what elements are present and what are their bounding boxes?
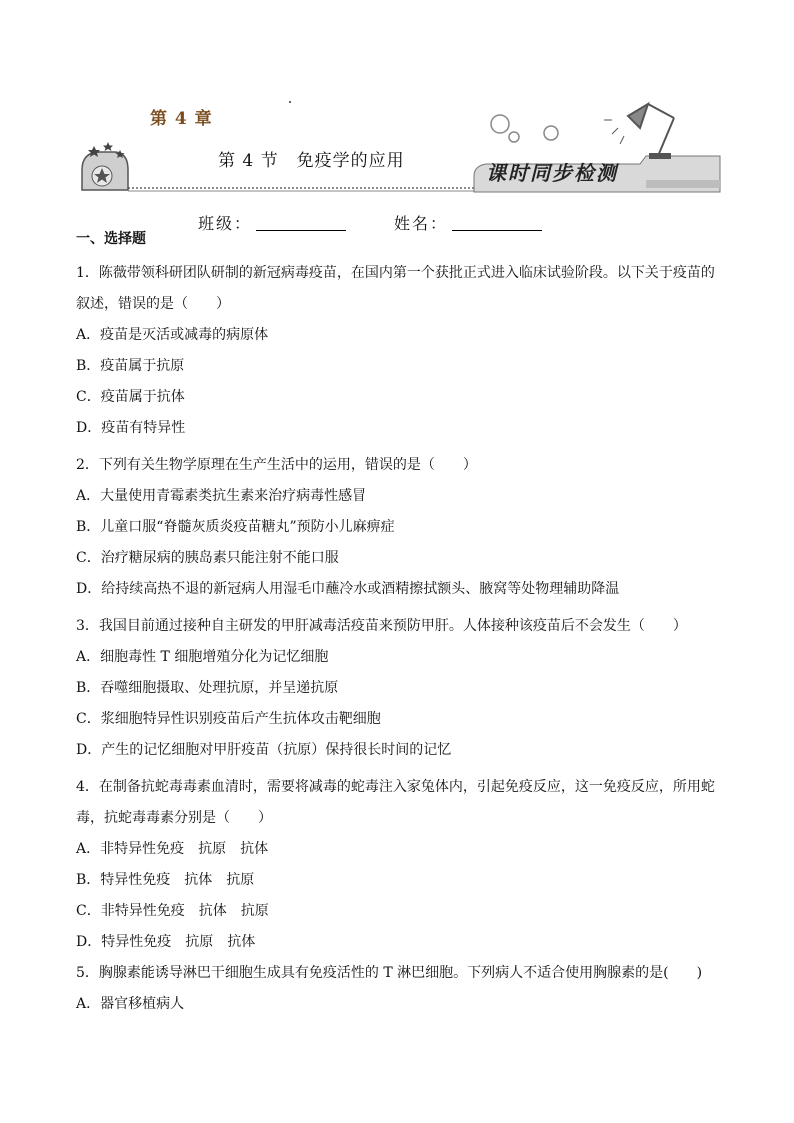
question-stem: 1．陈薇带领科研团队研制的新冠病毒疫苗，在国内第一个获批正式进入临床试验阶段。以下关于疫苗的叙述，错误的是（ ）: [76, 265, 715, 312]
option-b: B．吞噬细胞摄取、处理抗原，并呈递抗原: [76, 680, 339, 696]
name-label: 姓名：: [394, 214, 449, 233]
question-stem: 3．我国目前通过接种自主研发的甲肝减毒活疫苗来预防甲肝。人体接种该疫苗后不会发生（ ）: [76, 618, 687, 634]
option-b: B．儿童口服“脊髓灰质炎疫苗糖丸”预防小儿麻痹症: [76, 519, 395, 535]
class-label: 班级：: [198, 214, 253, 233]
option-d: D．给持续高热不退的新冠病人用湿毛巾蘸冷水或酒精擦拭额头、腋窝等处物理辅助降温: [76, 581, 620, 597]
banner-title: 课时同步检测: [486, 161, 618, 185]
option-c: C．非特异性免疫 抗体 抗原: [76, 903, 269, 919]
question-stem: 2．下列有关生物学原理在生产生活中的运用，错误的是（ ）: [76, 457, 477, 473]
option-d: D．特异性免疫 抗原 抗体: [76, 934, 256, 950]
page-header: [0, 0, 794, 205]
question-item: [76, 772, 724, 958]
option-a: A．疫苗是灭活或减毒的病原体: [76, 327, 269, 343]
name-field[interactable]: [452, 216, 542, 231]
class-field[interactable]: [256, 216, 346, 231]
lamp-icon: [604, 104, 674, 158]
question-stem: 5．胸腺素能诱导淋巴干细胞生成具有免疫活性的 T 淋巴细胞。下列病人不适合使用胸腺素的是( ): [76, 965, 703, 981]
student-info-line: [198, 211, 542, 234]
option-b: B．特异性免疫 抗体 抗原: [76, 872, 255, 888]
option-a: A．大量使用青霉素类抗生素来治疗病毒性感冒: [76, 488, 367, 504]
star-badge-icon: [82, 142, 128, 190]
question-item: [76, 958, 724, 1020]
option-a: A．非特异性免疫 抗原 抗体: [76, 841, 269, 857]
section-title: 第 4 节 免疫学的应用: [218, 151, 405, 171]
question-list: [76, 258, 724, 1020]
part-title: 一、选择题: [76, 231, 146, 247]
header-decoration: [0, 0, 794, 205]
question-item: [76, 258, 724, 444]
question-item: [76, 450, 724, 605]
option-c: C．治疗糖尿病的胰岛素只能注射不能口服: [76, 550, 339, 566]
question-stem: 4．在制备抗蛇毒毒素血清时，需要将减毒的蛇毒注入家兔体内，引起免疫反应，这一免疫反应，所用蛇毒，抗蛇毒毒素分别是（ ）: [76, 779, 715, 826]
option-a: A．器官移植病人: [76, 996, 185, 1012]
option-b: B．疫苗属于抗原: [76, 358, 185, 374]
question-item: [76, 611, 724, 766]
option-d: D．产生的记忆细胞对甲肝疫苗（抗原）保持很长时间的记忆: [76, 742, 452, 758]
option-d: D．疫苗有特异性: [76, 420, 186, 436]
option-a: A．细胞毒性 T 细胞增殖分化为记忆细胞: [76, 649, 329, 665]
option-c: C．浆细胞特异性识别疫苗后产生抗体攻击靶细胞: [76, 711, 381, 727]
option-c: C．疫苗属于抗体: [76, 389, 185, 405]
chapter-label: 第 4 章: [150, 109, 213, 129]
